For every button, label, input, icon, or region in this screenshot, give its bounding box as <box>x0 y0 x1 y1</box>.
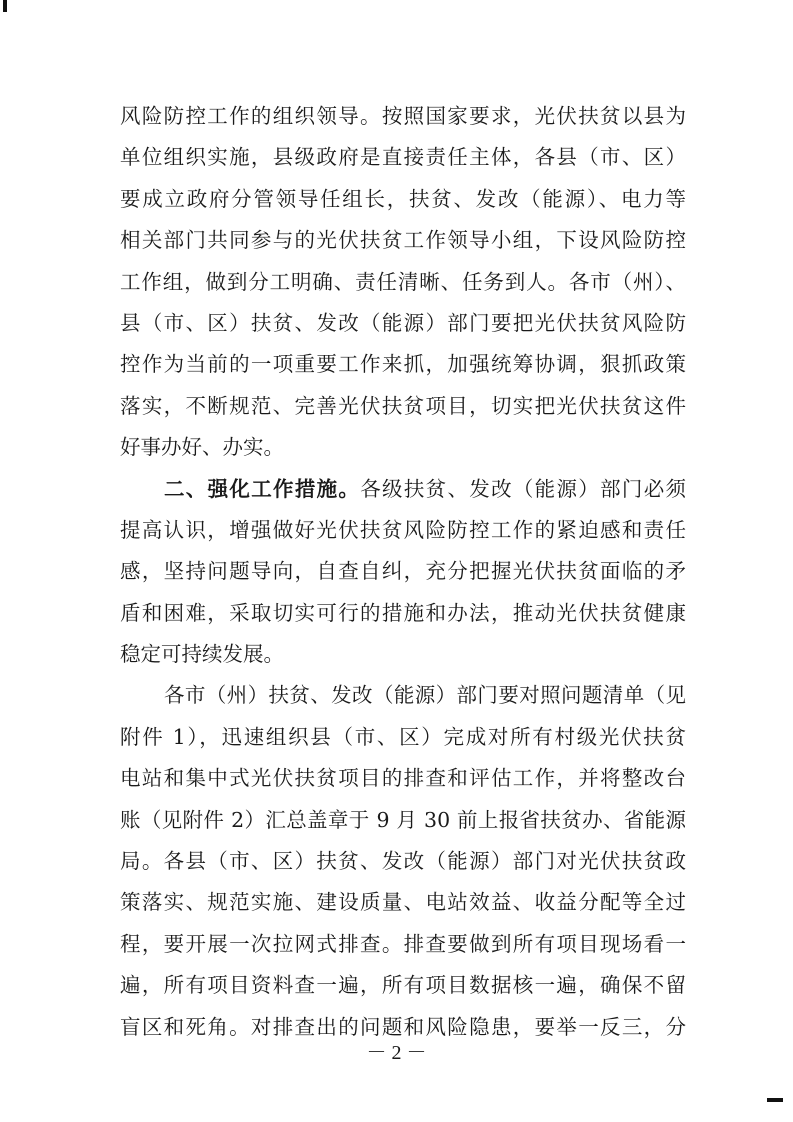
text-line: 控作为当前的一项重要工作来抓，加强统筹协调，狠抓政策 <box>120 352 686 377</box>
scan-edge-mark <box>3 0 7 12</box>
text-line: 盲区和死角。对排查出的问题和风险隐患，要举一反三，分 <box>120 1014 686 1039</box>
text-line: 各市（州）扶贫、发改（能源）部门要对照问题清单（见 <box>164 683 686 708</box>
section-heading-rest: 各级扶贫、发改（能源）部门必须 <box>360 476 687 501</box>
text-line: 附件 1），迅速组织县（市、区）完成对所有村级光伏扶贫 <box>120 724 686 749</box>
text-line: 遍，所有项目资料查一遍，所有项目数据核一遍，确保不留 <box>120 973 686 998</box>
text-line: 落实，不断规范、完善光伏扶贫项目，切实把光伏扶贫这件 <box>120 393 686 418</box>
text-line: 工作组，做到分工明确、责任清晰、任务到人。各市（州）、 <box>120 269 686 294</box>
text-line: 感，坚持问题导向，自查自纠，充分把握光伏扶贫面临的矛 <box>120 559 686 584</box>
text-line: 县（市、区）扶贫、发改（能源）部门要把光伏扶贫风险防 <box>120 310 686 335</box>
text-line: 要成立政府分管领导任组长，扶贫、发改（能源）、电力等 <box>120 186 686 211</box>
document-body <box>120 96 686 1048</box>
text-line: 程，要开展一次拉网式排查。排查要做到所有项目现场看一 <box>120 931 686 956</box>
text-line: 提高认识，增强做好光伏扶贫风险防控工作的紧迫感和责任 <box>120 517 686 542</box>
text-line: 盾和困难，采取切实可行的措施和办法，推动光伏扶贫健康 <box>120 600 686 625</box>
section-heading-line <box>120 469 686 510</box>
text-line: 风险防控工作的组织领导。按照国家要求，光伏扶贫以县为 <box>120 104 686 128</box>
text-line: 局。各县（市、区）扶贫、发改（能源）部门对光伏扶贫政 <box>120 849 686 874</box>
page-number: － 2 － <box>366 1042 427 1064</box>
text-line: 好事办好、办实。 <box>120 435 284 460</box>
text-line: 电站和集中式光伏扶贫项目的排查和评估工作，并将整改台 <box>120 766 686 791</box>
text-line: 账（见附件 2）汇总盖章于 9 月 30 前上报省扶贫办、省能源 <box>120 807 686 832</box>
text-line: 策落实、规范实施、建设质量、电站效益、收益分配等全过 <box>120 890 686 915</box>
text-line: 相关部门共同参与的光伏扶贫工作领导小组，下设风险防控 <box>120 228 686 253</box>
scan-edge-mark <box>767 1098 783 1102</box>
text-line: 稳定可持续发展。 <box>120 642 284 667</box>
text-line: 单位组织实施，县级政府是直接责任主体，各县（市、区） <box>120 145 686 170</box>
section-heading: 二、强化工作措施。 <box>164 476 361 501</box>
